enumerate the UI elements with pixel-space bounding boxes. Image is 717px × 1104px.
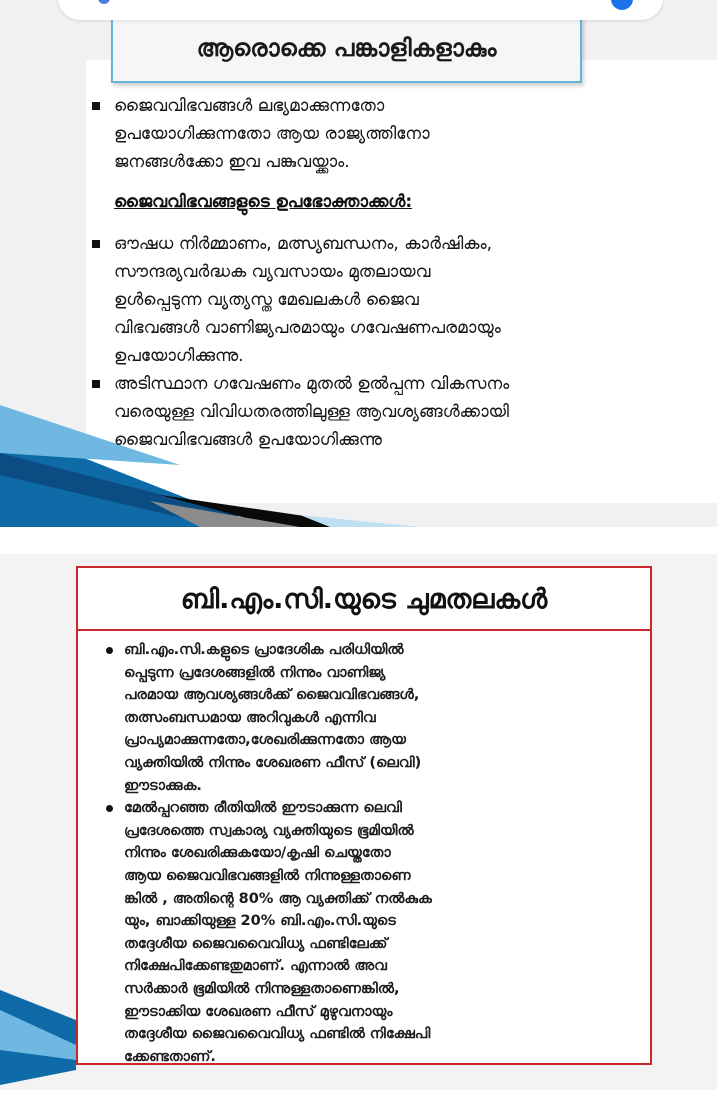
address-bar[interactable] (58, 0, 663, 20)
text-line: പരമായ ആവശ്യങ്ങൾക്ക് ജൈവവിഭവങ്ങൾ, (124, 687, 420, 704)
slide-1-title: ആരൊക്കെ പങ്കാളികളാകും (196, 34, 497, 62)
text-line: ഉപയോഗിക്കുന്നതോ ആയ രാജ്യത്തിനോ (114, 124, 430, 144)
text-line: വരെയുള്ള വിവിധതരത്തിലുള്ള ആവശ്യങ്ങൾക്കായി (114, 402, 509, 422)
text-line: ക്കേണ്ടതാണ്. (124, 1048, 216, 1065)
text-line: ബി.എം.സി.കളുടെ പ്രാദേശിക പരിധിയിൽ (124, 642, 404, 658)
text-line: സർക്കാർ ഭൂമിയിൽ നിന്നുള്ളതാണെങ്കിൽ, (124, 980, 400, 997)
text-line: മേൽപ്പറഞ്ഞ രീതിയിൽ ഈടാക്കുന്ന ലെവി (124, 800, 402, 817)
consumers-heading: ജൈവവിഭവങ്ങളുടെ ഉപഭോക്താക്കൾ: (114, 192, 413, 212)
text-line: തദ്ദേശീയ ജൈവവൈവിധ്യ ഫണ്ടിൽ നിക്ഷേപി (124, 1026, 431, 1043)
text-line: ജൈവവിഭവങ്ങൾ ഉപയോഗിക്കുന്നു (114, 430, 382, 450)
text-line: അടിസ്ഥാന ഗവേഷണം മുതൽ ഉൽപ്പന്ന വികസനം (114, 374, 510, 394)
decorative-swoosh (0, 990, 717, 1100)
text-line: നിന്നും ശേഖരിക്കുകയോ/കൃഷി ചെയ്തതോ (124, 845, 391, 862)
text-line: ജൈവവിഭവങ്ങൾ ലഭ്യമാക്കുന്നതോ (114, 96, 385, 116)
text-line: ഔഷധ നിർമ്മാണം, മത്സ്യബന്ധനം, കാർഷികം, (114, 234, 493, 254)
text-line: വ്യക്തിയിൽ നിന്നും ശേഖരണ ഫീസ് (ലെവി) (124, 754, 422, 771)
slide-1 (0, 0, 717, 527)
text-line: തത്സംബന്ധമായ അറിവുകൾ എന്നിവ (124, 709, 376, 726)
square-bullet-icon (92, 102, 100, 110)
slide-1-content (88, 92, 678, 454)
text-line: തദ്ദേശീയ ജൈവവൈവിധ്യ ഫണ്ടിലേക്ക് (124, 935, 388, 952)
text-line: പ്രദേശത്തെ സ്വകാര്യ വ്യക്തിയുടെ ഭൂമിയിൽ (124, 822, 414, 839)
slide-2-title-box (76, 566, 652, 633)
slide-separator (0, 527, 717, 554)
text-line: യും, ബാക്കിയുള്ള 20% ബി.എം.സി.യുടെ (124, 913, 396, 930)
text-line: ഉപയോഗിക്കുന്നു. (114, 346, 244, 366)
round-bullet-icon (106, 805, 113, 812)
bullet-item (88, 370, 678, 454)
security-icon (98, 0, 110, 4)
square-bullet-icon (92, 240, 100, 248)
bullet-item (88, 230, 678, 370)
text-line: ആയ ജൈവവിഭവങ്ങളിൽ നിന്നുള്ളതാണെ (124, 867, 411, 884)
text-line: ഉൾപ്പെടുന്ന വ്യത്യസ്ത മേഖലകൾ ജൈവ (114, 290, 419, 310)
round-bullet-icon (106, 647, 113, 654)
profile-icon[interactable] (611, 0, 633, 10)
square-bullet-icon (92, 380, 100, 388)
text-line: പ്രാപ്യമാക്കുന്നതോ,ശേഖരിക്കുന്നതോ ആയ (124, 732, 406, 749)
text-line: നിക്ഷേപിക്കേണ്ടതുമാണ്. എന്നാൽ അവ (124, 958, 387, 975)
text-line: ജനങ്ങൾക്കോ ഇവ പങ്കുവയ്ക്കാം. (114, 152, 350, 172)
text-line: സൗന്ദര്യവർദ്ധക വ്യവസായം മുതലായവ (114, 262, 431, 282)
bullet-item (88, 92, 678, 176)
slide-1-title-box (111, 15, 582, 83)
text-line: പ്പെടുന്ന പ്രദേശങ്ങളിൽ നിന്നും വാണിജ്യ (124, 664, 386, 681)
slide-2-title: ബി.എം.സി.യുടെ ചുമതലകൾ (180, 583, 548, 615)
text-line: ഈടാക്കുക. (124, 777, 202, 794)
text-line: വിഭവങ്ങൾ വാണിജ്യപരമായും ഗവേഷണപരമായും (114, 318, 501, 338)
text-line: ഈടാക്കിയ ശേഖരണ ഫീസ് മുഴുവനായും (124, 1003, 393, 1020)
bottom-strip (0, 1090, 717, 1104)
bullet-item (106, 639, 626, 797)
text-line: ങ്കിൽ , അതിന്റെ 80% ആ വ്യക്തിക്ക് നൽകുക (124, 890, 432, 907)
